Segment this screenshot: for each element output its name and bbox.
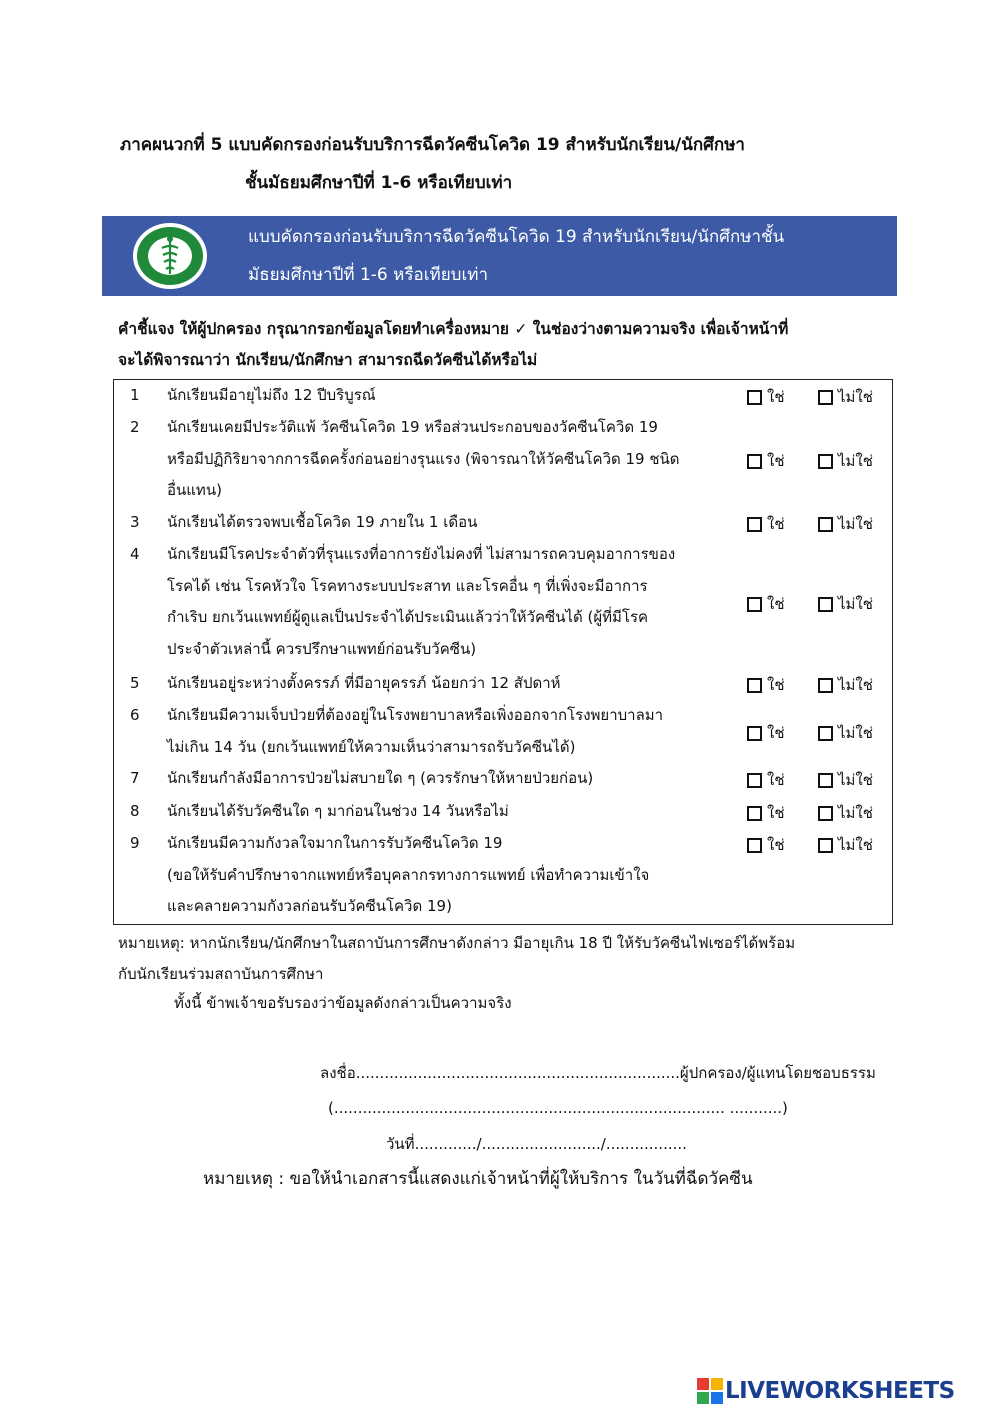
question-number: 5 — [130, 674, 140, 692]
question-text — [167, 412, 727, 507]
yes-label: ใช่ — [767, 388, 785, 406]
instructions-line-2: จะได้พิจารณาว่า นักเรียน/นักศึกษา สามารถฉีดวัคซีนได้หรือไม่ — [118, 351, 538, 369]
q1-yes-option[interactable] — [747, 385, 785, 409]
checkbox-icon[interactable] — [818, 517, 833, 532]
question-line: นักเรียนมีความกังวลใจมากในการรับวัคซีนโควิด 19 — [167, 834, 503, 852]
ministry-of-public-health-logo-icon — [129, 222, 211, 290]
q3-yes-option[interactable] — [747, 512, 785, 536]
yes-label: ใช่ — [767, 836, 785, 854]
questionnaire-table — [113, 379, 893, 925]
yes-label: ใช่ — [767, 724, 785, 742]
question-line: นักเรียนได้ตรวจพบเชื้อโควิด 19 ภายใน 1 เดือน — [167, 513, 478, 531]
no-label: ไม่ใช่ — [838, 595, 873, 613]
question-line: โรคได้ เช่น โรคหัวใจ โรคทางระบบประสาท และโรคอื่น ๆ ที่เพิ่งจะมีอาการ — [167, 576, 648, 595]
checkbox-icon[interactable] — [818, 806, 833, 821]
question-text — [167, 763, 727, 795]
instructions-line-1: คำชี้แจง ให้ผู้ปกครอง กรุณากรอกข้อมูลโดยทำเครื่องหมาย ✓ ในช่องว่างตามความจริง เพื่อเจ้าหน้าที่ — [118, 320, 789, 338]
note-line-2: กับนักเรียนร่วมสถาบันการศึกษา — [118, 965, 324, 983]
question-number: 9 — [130, 834, 140, 852]
question-line: นักเรียนได้รับวัคซีนใด ๆ มาก่อนในช่วง 14 วันหรือไม่ — [167, 802, 509, 820]
checkbox-icon[interactable] — [747, 773, 762, 788]
q3-no-option[interactable] — [818, 512, 873, 536]
question-line: (ขอให้รับคำปรึกษาจากแพทย์หรือบุคลากรทางการแพทย์ เพื่อทำความเข้าใจ — [167, 865, 650, 884]
q2-no-option[interactable] — [818, 449, 873, 473]
question-number: 6 — [130, 706, 140, 724]
question-number: 4 — [130, 545, 140, 563]
q5-no-option[interactable] — [818, 673, 873, 697]
question-line: นักเรียนมีโรคประจำตัวที่รุนแรงที่อาการยังไม่คงที่ ไม่สามารถควบคุมอาการของ — [167, 545, 676, 563]
question-text — [167, 507, 727, 539]
checkbox-icon[interactable] — [747, 838, 762, 853]
form-banner — [102, 216, 897, 296]
q7-no-option[interactable] — [818, 768, 873, 792]
checkbox-icon[interactable] — [818, 597, 833, 612]
checkbox-icon[interactable] — [818, 773, 833, 788]
question-line: อื่นแทน) — [167, 481, 222, 499]
yes-label: ใช่ — [767, 676, 785, 694]
signature-line[interactable]: ลงชื่อ....................................................................ผู้ปกครอง/ผู้แทนโดยชอบธรรม — [320, 1064, 876, 1082]
question-line: กำเริบ ยกเว้นแพทย์ผู้ดูแลเป็นประจำได้ประเมินแล้วว่าให้วัคซีนได้ (ผู้ที่มีโรค — [167, 608, 649, 626]
no-label: ไม่ใช่ — [838, 771, 873, 789]
q1-no-option[interactable] — [818, 385, 873, 409]
date-line[interactable]: วันที่............./........................./................. — [386, 1135, 687, 1153]
checkbox-icon[interactable] — [747, 390, 762, 405]
age-note — [118, 928, 888, 990]
printed-name-line[interactable]: (.................................................................................. ...........) — [328, 1099, 788, 1117]
banner-title — [248, 218, 888, 294]
banner-line-1: แบบคัดกรองก่อนรับบริการฉีดวัคซีนโควิด 19 สำหรับนักเรียน/นักศึกษาชั้น — [248, 227, 785, 247]
question-number: 3 — [130, 513, 140, 531]
question-number: 2 — [130, 418, 140, 436]
q4-yes-option[interactable] — [747, 592, 785, 616]
question-text — [167, 380, 727, 412]
checkbox-icon[interactable] — [818, 454, 833, 469]
q9-yes-option[interactable] — [747, 833, 785, 857]
question-line: นักเรียนอยู่ระหว่างตั้งครรภ์ ที่มีอายุครรภ์ น้อยกว่า 12 สัปดาห์ — [167, 674, 561, 692]
question-line: หรือมีปฏิกิริยาจากการฉีดครั้งก่อนอย่างรุนแรง (พิจารณาให้วัคซีนโควิด 19 ชนิด — [167, 449, 680, 468]
checkbox-icon[interactable] — [818, 726, 833, 741]
question-text — [167, 796, 727, 828]
question-line: ประจำตัวเหล่านี้ ควรปรึกษาแพทย์ก่อนรับวัคซีน) — [167, 639, 477, 658]
banner-line-2: มัธยมศึกษาปีที่ 1-6 หรือเทียบเท่า — [248, 265, 489, 285]
checkbox-icon[interactable] — [747, 597, 762, 612]
no-label: ไม่ใช่ — [838, 724, 873, 742]
q5-yes-option[interactable] — [747, 673, 785, 697]
question-text — [167, 700, 727, 763]
document-title — [120, 126, 940, 202]
q6-yes-option[interactable] — [747, 721, 785, 745]
yes-label: ใช่ — [767, 452, 785, 470]
question-text — [167, 539, 727, 665]
question-line: นักเรียนมีอายุไม่ถึง 12 ปีบริบูรณ์ — [167, 386, 376, 404]
yes-label: ใช่ — [767, 771, 785, 789]
q8-no-option[interactable] — [818, 801, 873, 825]
footnote: หมายเหตุ : ขอให้นำเอกสารนี้แสดงแก่เจ้าหน้าที่ผู้ให้บริการ ในวันที่ฉีดวัคซีน — [203, 1169, 753, 1189]
checkbox-icon[interactable] — [818, 678, 833, 693]
watermark-text: LIVEWORKSHEETS — [725, 1378, 955, 1404]
liveworksheets-logo-icon — [697, 1378, 723, 1404]
question-number: 8 — [130, 802, 140, 820]
no-label: ไม่ใช่ — [838, 804, 873, 822]
checkbox-icon[interactable] — [747, 806, 762, 821]
title-line-1: ภาคผนวกที่ 5 แบบคัดกรองก่อนรับบริการฉีดวัคซีนโควิด 19 สำหรับนักเรียน/นักศึกษา — [120, 135, 745, 155]
question-number: 7 — [130, 769, 140, 787]
checkbox-icon[interactable] — [747, 678, 762, 693]
certification-statement: ทั้งนี้ ข้าพเจ้าขอรับรองว่าข้อมูลดังกล่าวเป็นความจริง — [174, 994, 512, 1012]
q7-yes-option[interactable] — [747, 768, 785, 792]
no-label: ไม่ใช่ — [838, 388, 873, 406]
question-text — [167, 668, 727, 700]
yes-label: ใช่ — [767, 595, 785, 613]
no-label: ไม่ใช่ — [838, 676, 873, 694]
q4-no-option[interactable] — [818, 592, 873, 616]
question-text — [167, 828, 727, 923]
liveworksheets-watermark — [697, 1378, 955, 1404]
q2-yes-option[interactable] — [747, 449, 785, 473]
checkbox-icon[interactable] — [747, 454, 762, 469]
checkbox-icon[interactable] — [818, 838, 833, 853]
no-label: ไม่ใช่ — [838, 452, 873, 470]
question-line: และคลายความกังวลก่อนรับวัคซีนโควิด 19) — [167, 897, 452, 915]
question-line: นักเรียนเคยมีประวัติแพ้ วัคซีนโควิด 19 หรือส่วนประกอบของวัคซีนโควิด 19 — [167, 418, 658, 436]
q9-no-option[interactable] — [818, 833, 873, 857]
note-line-1: หมายเหตุ: หากนักเรียน/นักศึกษาในสถาบันการศึกษาดังกล่าว มีอายุเกิน 18 ปี ให้รับวัคซีนไฟเซอร์ได้พร้อม — [118, 934, 796, 952]
checkbox-icon[interactable] — [818, 390, 833, 405]
question-number: 1 — [130, 386, 140, 404]
yes-label: ใช่ — [767, 515, 785, 533]
yes-label: ใช่ — [767, 804, 785, 822]
question-line: ไม่เกิน 14 วัน (ยกเว้นแพทย์ให้ความเห็นว่าสามารถรับวัคซีนได้) — [167, 737, 576, 756]
checkbox-icon[interactable] — [747, 726, 762, 741]
question-line: นักเรียนมีความเจ็บป่วยที่ต้องอยู่ในโรงพยาบาลหรือเพิ่งออกจากโรงพยาบาลมา — [167, 706, 664, 724]
title-line-2: ชั้นมัธยมศึกษาปีที่ 1-6 หรือเทียบเท่า — [245, 173, 513, 193]
q6-no-option[interactable] — [818, 721, 873, 745]
q8-yes-option[interactable] — [747, 801, 785, 825]
no-label: ไม่ใช่ — [838, 515, 873, 533]
question-line: นักเรียนกำลังมีอาการป่วยไม่สบายใด ๆ (ควรรักษาให้หายป่วยก่อน) — [167, 769, 594, 787]
checkbox-icon[interactable] — [747, 517, 762, 532]
no-label: ไม่ใช่ — [838, 836, 873, 854]
instructions — [118, 314, 888, 376]
